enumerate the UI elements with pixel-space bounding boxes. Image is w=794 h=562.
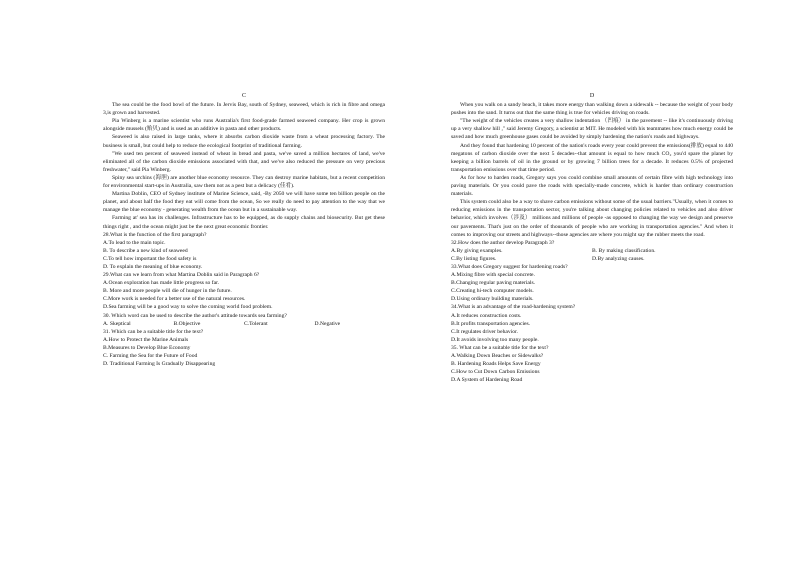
question-32: 32.How does the author develop Paragraph 3? bbox=[451, 239, 555, 246]
options-32-row-2 bbox=[451, 255, 733, 263]
option-32b: B. By making classification. bbox=[592, 247, 656, 254]
question-31: 31. Which can be a suitable title for the text? bbox=[103, 328, 204, 335]
option-35b: B. Hardening Roads Helps Save Energy bbox=[451, 361, 541, 368]
option-34d: D.It avoids involving too many people. bbox=[451, 336, 539, 343]
option-30b: B.Objective bbox=[173, 320, 201, 327]
option-28c: C.To tell how important the food safety is bbox=[103, 255, 197, 262]
option-35a: A.Walking Down Beaches or Sidewalks? bbox=[451, 353, 544, 359]
question-30: 30. Which word can be used to describe the author's attitude towards sea farming? bbox=[103, 312, 287, 319]
passage-c-column bbox=[103, 92, 385, 368]
options-30-row bbox=[103, 320, 385, 328]
option-30c: C.Tolerant bbox=[244, 320, 268, 327]
option-29c: C.More work is needed for a better use of the natural resources. bbox=[103, 296, 246, 303]
passage-c-paragraph: Martina Doblin, CEO of Sydney institute of Marine Science, said, -By 2050 we will have some ten billion people on the planet, and about half the food they eat will come from the ocean, So we really do need to pay attention to the way that we manage the blue economy - generating wealth from the ocean but in a sustainable way. bbox=[103, 191, 385, 214]
option-34b: B.It profits transportation agencies. bbox=[451, 320, 531, 327]
options-32-row-1 bbox=[451, 247, 733, 255]
passage-c-paragraph: Spiny sea urchins (海胆) are another blue economy resource. They can destroy marine habitats, but a recent competition for environmental start-ups in Australia, saw them not as a pest but a delicacy (佳肴). bbox=[103, 174, 385, 190]
option-32c: C.By listing figures. bbox=[451, 255, 497, 262]
option-31c: C. Farming the Sea for the Future of Food bbox=[103, 353, 198, 359]
option-29d: D.Sea farming will be a good way to solve the coming world food problem. bbox=[103, 304, 273, 311]
passage-c-paragraph: "We used ten percent of seaweed instead of wheat in bread and pasta, we've saved a million hectares of land, we've eliminated all of the carbon dioxide emissions associated with that, and we've also reduced the pressure on very precious freshwater," said Pia Winberg. bbox=[103, 150, 385, 173]
option-32d: D.By analyzing causes. bbox=[592, 255, 645, 262]
question-35: 35. What can be a suitable title for the text? bbox=[451, 344, 549, 351]
option-28b: B. To describe a new kind of seaweed bbox=[103, 247, 188, 254]
passage-d-column bbox=[451, 92, 733, 384]
option-34a: A.It reduces construction costs. bbox=[451, 312, 522, 319]
question-33: 33.What does Gregory suggest for hardening roads? bbox=[451, 263, 568, 270]
passage-d-paragraph: When you walk on a sandy beach, it takes more energy than walking down a sidewalk -- because the weight of your body pushes into the sand. It turns out that the same thing is true for vehicles driving on roads. bbox=[451, 102, 733, 117]
passage-c-paragraph: The sea could be the food bowl of the future. In Jervis Bay, south of Sydney, seaweed, which is rich in fibre and omega 3,is grown and harvested. bbox=[103, 102, 385, 117]
passage-c-header: C bbox=[241, 93, 246, 99]
question-29: 29.What can we learn from what Martina Doblin said in Paragraph 6? bbox=[103, 272, 260, 279]
option-33d: D.Using ordinary building materials. bbox=[451, 296, 534, 303]
passage-d-paragraph: This system could also be a way to shave carbon emissions without some of the usual barriers."Usually, when it comes to reducing emissions in the transportation sector, you're talking about changing policies related to vehicles and also driver behavior, which involves（涉及） millions and millions of people -as opposed to changing the way we design and preserve our pavements. That's just on the order of thousands of people who are working in transportation agencies." And when it comes to improving our streets and highways--those agencies are where you might say the rubber meets the road. bbox=[451, 199, 733, 238]
passage-c-paragraph: Pia Winberg is a marine scientist who runs Australia's first food-grade farmed seaweed company. Her crop is grown alongside mussels (贻贝) and is used as an additive in pasta and other products. bbox=[103, 118, 385, 133]
passage-c-paragraph: Seaweed is also raised in large tanks, where it absorbs carbon dioxide waste from a wheat processing factory. The business is small, but could help to reduce the ecological footprint of traditional farming. bbox=[103, 134, 385, 149]
passage-c-paragraph: Farming at' sea has its challenges. Infrastructure has to be equipped, as do supply chains and biosecurity. But get these things right , and the ocean might just be the next great economic frontier. bbox=[103, 215, 385, 230]
option-35c: C.How to Cut Down Carbon Emissions bbox=[451, 369, 540, 376]
option-29b: B. More and more people will die of hunger in the future. bbox=[103, 288, 232, 295]
question-28: 28.What is the function of the first paragraph? bbox=[103, 231, 207, 238]
option-28a: A.To lead to the main topic. bbox=[103, 239, 166, 246]
option-33b: B.Changing regular paving materials. bbox=[451, 280, 536, 287]
option-35d: D.A System of Hardening Road bbox=[451, 377, 523, 384]
question-34: 34.What is an advantage of the road-hardening system? bbox=[451, 304, 576, 311]
option-31a: A.How to Protect the Marine Animals bbox=[103, 336, 189, 343]
option-29a: A.Ocean exploration has made little progress so far. bbox=[103, 280, 220, 287]
option-31d: D. Traditional Farming Is Gradually Disappearing bbox=[103, 361, 216, 368]
option-32a: A.By giving examples. bbox=[451, 247, 503, 254]
option-30d: D.Negative bbox=[314, 320, 341, 327]
option-33c: C.Creating hi-tech computer models. bbox=[451, 288, 534, 295]
passage-d-header: D bbox=[589, 93, 595, 99]
option-34c: C.It regulates driver behavior. bbox=[451, 328, 518, 335]
passage-d-paragraph: And they found that hardening 10 percent of the nation's roads every year could prevent the emissions(排放) equal to 440 megatons of carbon dioxide over the next 5 decades--that amount is equal to how much CO₂ you'd spare the planet by keeping a billion barrels of oil in the ground or by growing 7 billion trees for a decade. It reduces 0.5% of projected transportation emissions over that time period. bbox=[451, 142, 733, 173]
option-31b: B.Measures to Develop Blue Economy bbox=[103, 344, 191, 351]
passage-d-paragraph: "The weight of the vehicles creates a very shallow indentation （凹痕） in the pavement -- like it's continuously driving up a very shallow hill ," said Jeremy Gregory, a scientist at MIT. He modeled with his teammates how much energy could be saved and how much greenhouse gases could be avoided by simply hardening the nation's roads and highways. bbox=[451, 118, 733, 141]
option-30a: A. Skeptical bbox=[103, 320, 131, 327]
passage-d-paragraph: As for how to harden roads, Gregory says you could combine small amounts of certain fibre with high technology into paving materials. Or you could pave the roads with specially-made concrete, which is harder than ordinary construction materials. bbox=[451, 174, 733, 198]
option-28d: D. To explain the meaning of blue economy. bbox=[103, 263, 203, 270]
option-33a: A.Mixing fibre with special concrete. bbox=[451, 272, 535, 279]
